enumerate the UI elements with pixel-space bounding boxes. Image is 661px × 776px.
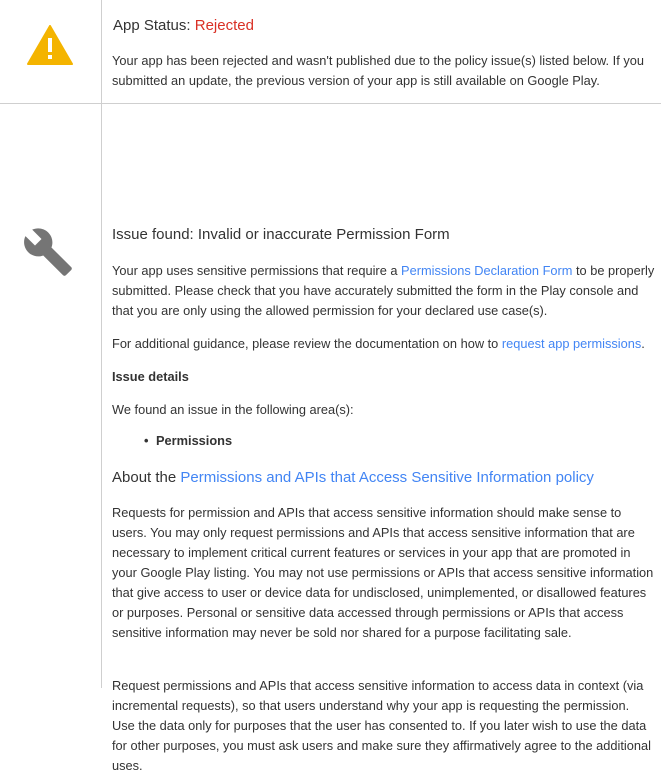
- status-title: [113, 17, 254, 34]
- status-value: Rejected: [194, 17, 254, 34]
- request-app-permissions-link[interactable]: request app permissions: [501, 336, 642, 351]
- issue-paragraph-1-after: to be properly submitted. Please check that you have accurately submitted the form in the Play console and that you are only using the allowed permission for your declared use case(s).: [112, 263, 655, 318]
- status-icon-column: [0, 0, 102, 103]
- issue-section: [0, 104, 661, 773]
- issue-details-intro: We found an issue in the following area(s):: [112, 402, 354, 417]
- issue-title: Issue found: Invalid or inaccurate Permission Form: [112, 226, 450, 243]
- issue-content: [102, 104, 661, 773]
- issue-paragraph-1: [112, 261, 655, 321]
- wrench-icon: [22, 226, 74, 278]
- issue-paragraph-2-after: .: [641, 336, 645, 351]
- about-paragraph-1: Requests for permission and APIs that access sensitive information should make sense to users. You may only request permissions and APIs that access sensitive information that are necessary to implement critical current features or services in your app that are promoted in your Google Play listing. You may not use permissions or APIs that access sensitive information that give access to user or device data for undisclosed, unimplemented, or disallowed features or purposes. Personal or sensitive data accessed through permissions or APIs that access sensitive information may never be sold nor shared for a purpose facilitating sale.: [112, 505, 654, 640]
- status-content: [102, 0, 661, 103]
- status-message: Your app has been rejected and wasn't published due to the policy issue(s) listed below. If you submitted an update, the previous version of your app is still available on Google Play.: [112, 53, 644, 88]
- permissions-declaration-form-link[interactable]: Permissions Declaration Form: [401, 263, 573, 278]
- issue-area-item: • Permissions: [156, 433, 232, 448]
- about-paragraph-2: Request permissions and APIs that access sensitive information to access data in context (via incremental requests), so that users understand why your app is requesting the permission. Use the data only for purposes that the user has consented to. If you later wish to use the data for other purposes, you must ask users and make sure they affirmatively agree to the additional uses.: [112, 678, 651, 773]
- status-section: [0, 0, 661, 104]
- issue-paragraph-2: [112, 334, 655, 354]
- issue-paragraph-1-before: Your app uses sensitive permissions that require a: [112, 263, 402, 278]
- issue-details-heading: Issue details: [112, 369, 189, 384]
- about-title: [112, 469, 655, 486]
- status-label: App Status:: [113, 17, 191, 34]
- policy-link[interactable]: Permissions and APIs that Access Sensitive Information policy: [180, 469, 594, 486]
- issue-icon-column: [0, 104, 102, 688]
- about-prefix: About the: [112, 469, 181, 486]
- issue-paragraph-2-before: For additional guidance, please review the documentation on how to: [112, 336, 502, 351]
- warning-icon: [27, 25, 73, 65]
